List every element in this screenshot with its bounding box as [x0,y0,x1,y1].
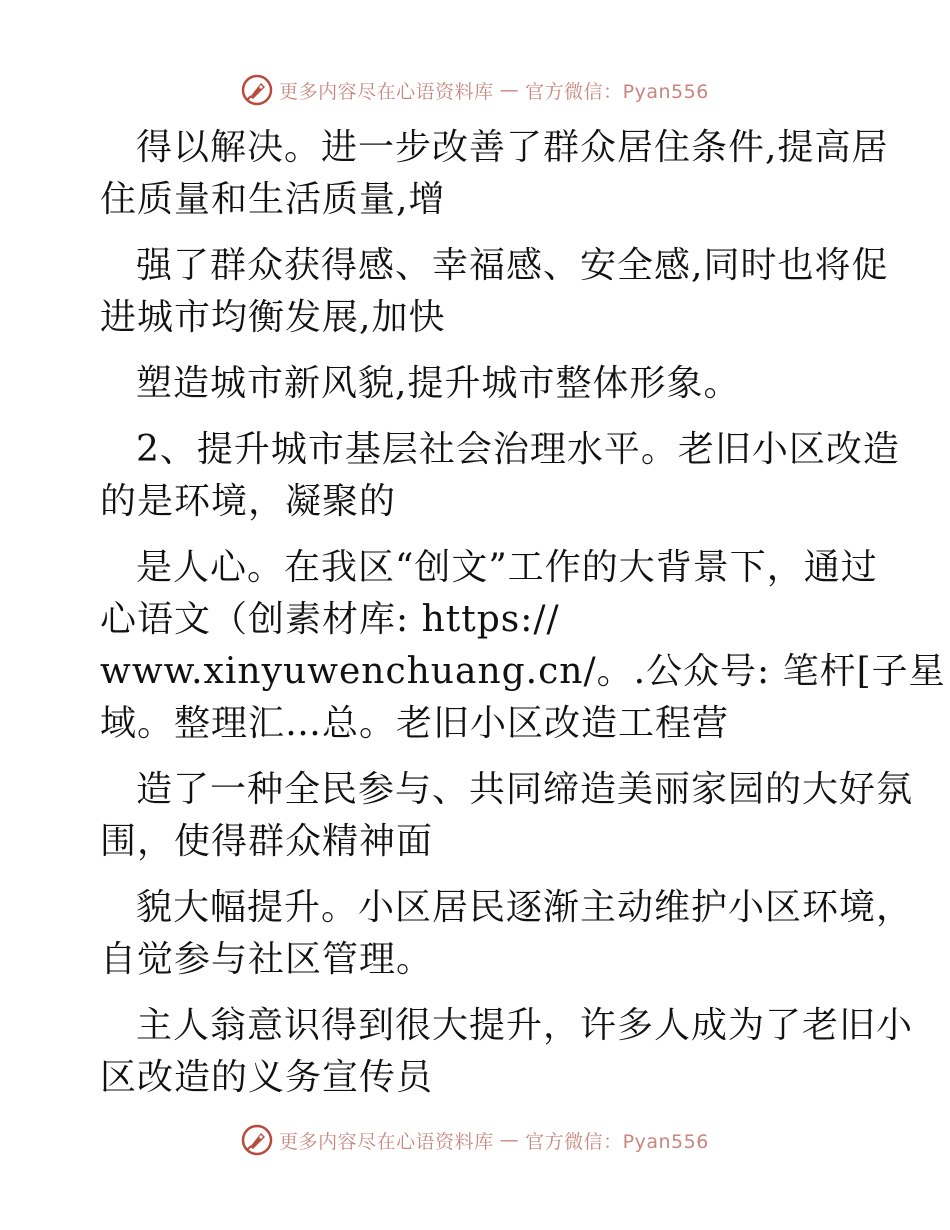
text-line: 域。整理汇…总。老旧小区改造工程营 [100,703,730,744]
paragraph [100,358,860,410]
pen-nib-logo-icon [241,74,273,106]
text-line: 区改造的义务宣传员 [100,1057,434,1098]
text-line: 塑造城市新风貌,提升城市整体形象。 [136,363,741,404]
banner-wechat: 官方微信：Pyan556 [525,80,709,103]
banner-wechat: 官方微信：Pyan556 [525,1130,709,1153]
footer-banner [0,1120,950,1160]
text-line: 住质量和生活质量,增 [100,179,446,220]
text-line: 貌大幅提升。小区居民逐渐主动维护小区环境， [136,887,914,928]
text-line: 主人翁意识得到很大提升，许多人成为了老旧小 [136,1005,914,1046]
paragraph [100,882,914,986]
banner-separator: — [499,1129,520,1151]
document-body [100,122,946,1104]
paragraph [100,122,889,226]
text-line: 围，使得群众精神面 [100,821,434,862]
text-line: 是人心。在我区“创文”工作的大背景下，通过 [136,547,878,588]
paragraph [100,424,900,528]
header-banner [0,70,950,110]
text-line: 的是环境，凝聚的 [100,481,397,522]
banner-text: 更多内容尽在心语资料库 [279,80,494,103]
text-line: www.xinyuwenchuang.cn/。.公众号: 笔杆[子星 [100,651,946,692]
paragraph [100,1000,914,1104]
text-line: 进城市均衡发展,加快 [100,297,446,338]
banner-separator: — [499,79,520,101]
pen-nib-logo-icon [241,1124,273,1156]
paragraph [100,542,946,750]
text-line: 强了群众获得感、幸福感、安全感,同时也将促 [136,245,889,286]
paragraph [100,240,889,344]
text-line: 心语文（创素材库: https:// [100,599,560,640]
text-line: 得以解决。进一步改善了群众居住条件,提高居 [136,127,889,168]
text-line: 2、提升城市基层社会治理水平。老旧小区改造 [136,429,900,470]
text-line: 自觉参与社区管理。 [100,939,434,980]
banner-text: 更多内容尽在心语资料库 [279,1130,494,1153]
paragraph [100,764,914,868]
text-line: 造了一种全民参与、共同缔造美丽家园的大好氛 [136,769,914,810]
